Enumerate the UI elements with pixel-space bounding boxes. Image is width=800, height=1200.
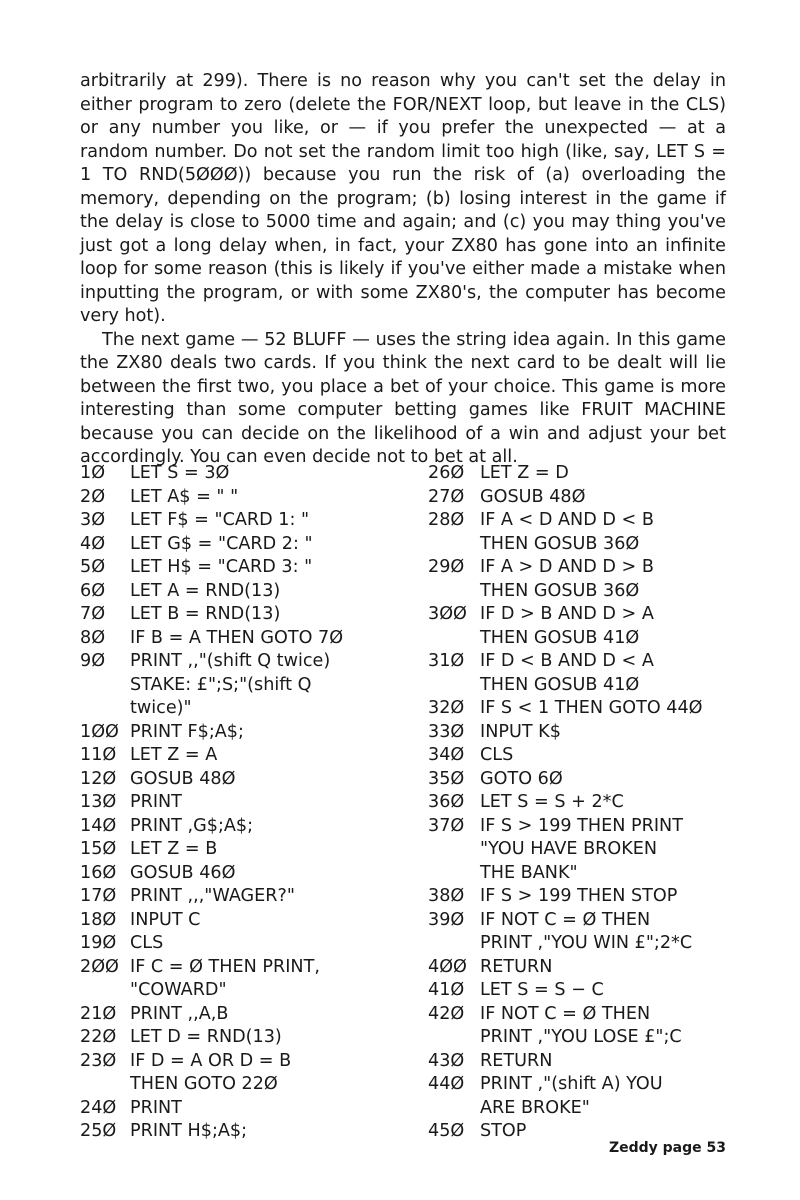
code-line	[80, 1050, 410, 1074]
line-code: PRINT	[130, 1097, 182, 1118]
code-line	[428, 815, 728, 839]
code-line	[428, 862, 728, 886]
line-code: PRINT ,,A,B	[130, 1003, 229, 1024]
line-number: 36Ø	[428, 792, 465, 812]
line-code: IF NOT C = Ø THEN	[480, 1003, 651, 1024]
line-code: IF A > D AND D > B	[480, 557, 654, 577]
line-number: 3Ø	[80, 510, 106, 530]
line-number: 1Ø	[80, 463, 106, 483]
line-number	[80, 979, 130, 1003]
line-number: 25Ø	[80, 1121, 117, 1141]
line-number: 19Ø	[80, 933, 117, 953]
code-line	[80, 1097, 410, 1121]
line-number: 16Ø	[80, 862, 117, 883]
code-line	[80, 650, 410, 674]
code-line	[428, 744, 728, 768]
line-code: INPUT C	[130, 909, 201, 930]
code-line	[80, 744, 410, 768]
line-code: GOSUB 48Ø	[480, 486, 586, 507]
code-line	[80, 862, 410, 886]
code-line	[80, 768, 410, 792]
code-line	[428, 721, 728, 745]
line-number: 7Ø	[80, 604, 106, 624]
line-number	[428, 838, 480, 862]
line-code: RETURN	[480, 1050, 553, 1071]
line-number: 2Ø	[80, 486, 106, 507]
line-code: IF A < D AND D < B	[480, 510, 654, 530]
line-number: 45Ø	[428, 1121, 465, 1141]
line-number	[428, 932, 480, 956]
line-code: "COWARD"	[130, 980, 227, 1000]
code-line	[428, 533, 728, 557]
line-number	[428, 627, 480, 651]
code-line	[80, 838, 410, 862]
line-number: 9Ø	[80, 651, 106, 671]
line-code: LET F$ = "CARD 1: "	[130, 510, 310, 530]
line-code: STOP	[480, 1121, 527, 1141]
code-line	[428, 486, 728, 510]
line-code: IF S > 199 THEN PRINT	[480, 815, 683, 836]
line-code: PRINT ,,,"WAGER?"	[130, 886, 295, 906]
line-code: LET H$ = "CARD 3: "	[130, 557, 313, 577]
code-line	[80, 815, 410, 839]
line-number: 33Ø	[428, 721, 465, 742]
line-code: IF C = Ø THEN PRINT,	[130, 956, 320, 977]
code-line	[80, 580, 410, 604]
code-line	[80, 1120, 410, 1144]
line-code: CLS	[130, 933, 164, 953]
code-line	[80, 885, 410, 909]
code-line	[428, 1097, 728, 1121]
line-code: IF D > B AND D > A	[480, 604, 654, 624]
code-line	[428, 979, 728, 1003]
code-line	[80, 486, 410, 510]
code-line	[80, 556, 410, 580]
code-line	[428, 956, 728, 980]
line-code: IF D = A OR D = B	[130, 1050, 292, 1071]
line-number: 32Ø	[428, 698, 465, 718]
line-code: STAKE: £";S;"(shift Q	[130, 674, 312, 695]
line-number: 1ØØ	[80, 721, 119, 742]
code-line	[428, 1026, 728, 1050]
code-line	[80, 533, 410, 557]
program-listing-left	[80, 462, 410, 1144]
code-line	[428, 697, 728, 721]
code-line	[80, 697, 410, 721]
line-number: 35Ø	[428, 768, 465, 789]
line-code: ARE BROKE"	[480, 1097, 590, 1118]
line-number: 4ØØ	[428, 956, 467, 977]
line-number: 38Ø	[428, 886, 465, 906]
code-line	[428, 674, 728, 698]
line-code: LET Z = B	[130, 839, 218, 859]
code-line	[428, 650, 728, 674]
line-number	[428, 533, 480, 557]
line-code: LET D = RND(13)	[130, 1027, 282, 1047]
code-line	[80, 1003, 410, 1027]
code-line	[428, 1050, 728, 1074]
code-line	[428, 1003, 728, 1027]
line-number: 3ØØ	[428, 604, 467, 624]
line-code: THEN GOSUB 36Ø	[480, 533, 640, 554]
line-code: THEN GOTO 22Ø	[130, 1074, 278, 1094]
line-code: IF S > 199 THEN STOP	[480, 886, 678, 906]
line-code: GOSUB 48Ø	[130, 768, 236, 789]
line-code: LET S = S − C	[480, 980, 604, 1000]
line-number: 41Ø	[428, 980, 465, 1000]
line-number: 14Ø	[80, 815, 117, 836]
code-line	[80, 627, 410, 651]
code-line	[428, 768, 728, 792]
code-line	[80, 909, 410, 933]
code-line	[428, 885, 728, 909]
code-line	[80, 509, 410, 533]
code-line	[428, 627, 728, 651]
line-code: PRINT F$;A$;	[130, 721, 244, 742]
line-number: 22Ø	[80, 1027, 117, 1047]
line-number	[428, 580, 480, 604]
line-number: 8Ø	[80, 627, 106, 648]
line-code: PRINT ,"(shift A) YOU	[480, 1074, 663, 1094]
line-code: IF D < B AND D < A	[480, 651, 654, 671]
code-line	[428, 603, 728, 627]
line-number: 4Ø	[80, 533, 106, 554]
paragraph-1: arbitrarily at 299). There is no reason why you can't set the delay in either program to zero (delete the FOR/NEXT loop, but leave in the CLS) or any number you like, or — if you prefer the unexpected — at a random number. Do not set the random limit too high (like, say, LET S = 1 TO RND(5ØØØ)) because you run the risk of (a) overloading the memory, depending on the program; (b) losing interest in the game if the delay is close to 5000 time and again; and (c) you may thing you've just got a long delay when, in fact, your ZX80 has gone into an infinite loop for some reason (this is likely if you've either made a mistake when inputting the program, or with some ZX80's, the computer has become very hot).	[80, 71, 726, 326]
line-number	[80, 697, 130, 721]
line-number: 44Ø	[428, 1074, 465, 1094]
line-number: 43Ø	[428, 1050, 465, 1071]
line-number: 11Ø	[80, 745, 117, 765]
line-number: 26Ø	[428, 463, 465, 483]
line-code: THEN GOSUB 41Ø	[480, 627, 640, 648]
line-code: LET Z = A	[130, 745, 218, 765]
paragraph-2: The next game — 52 BLUFF — uses the string idea again. In this game the ZX80 deals two cards. If you think the next card to be dealt will lie between the first two, you place a bet of your choice. This game is more interesting than some computer betting games like FRUIT MACHINE because you can decide on the likelihood of a win and adjust your bet accordingly. You can even decide not to bet at all.	[80, 329, 726, 467]
code-line	[428, 791, 728, 815]
code-line	[428, 462, 728, 486]
page-footer: Zeddy page 53	[608, 1140, 726, 1156]
line-number: 34Ø	[428, 745, 465, 765]
line-number: 15Ø	[80, 839, 117, 859]
line-code: LET A = RND(13)	[130, 580, 281, 601]
code-line	[80, 462, 410, 486]
code-line	[80, 674, 410, 698]
line-number: 23Ø	[80, 1050, 117, 1071]
line-number	[80, 674, 130, 698]
line-code: LET S = 3Ø	[130, 463, 230, 483]
line-code: CLS	[480, 745, 514, 765]
line-number: 18Ø	[80, 909, 117, 930]
program-listing-right	[428, 462, 728, 1144]
line-code: LET G$ = "CARD 2: "	[130, 533, 313, 554]
line-number	[428, 1026, 480, 1050]
line-number: 13Ø	[80, 792, 117, 812]
line-number: 39Ø	[428, 909, 465, 930]
line-code: PRINT ,"YOU LOSE £";C	[480, 1027, 682, 1047]
line-code: twice)"	[130, 698, 192, 718]
line-number: 21Ø	[80, 1003, 117, 1024]
code-line	[80, 1026, 410, 1050]
line-code: IF B = A THEN GOTO 7Ø	[130, 627, 344, 648]
line-code: THEN GOSUB 41Ø	[480, 674, 640, 695]
code-line	[428, 580, 728, 604]
line-code: THE BANK"	[480, 862, 578, 883]
line-code: LET S = S + 2*C	[480, 792, 624, 812]
line-number: 2ØØ	[80, 956, 119, 977]
line-number: 24Ø	[80, 1097, 117, 1118]
code-line	[428, 838, 728, 862]
line-code: LET B = RND(13)	[130, 604, 281, 624]
line-number: 37Ø	[428, 815, 465, 836]
line-code: GOTO 6Ø	[480, 768, 563, 789]
line-code: IF NOT C = Ø THEN	[480, 909, 651, 930]
line-code: "YOU HAVE BROKEN	[480, 839, 658, 859]
line-code: INPUT K$	[480, 721, 561, 742]
line-number: 17Ø	[80, 886, 117, 906]
line-number: 6Ø	[80, 580, 106, 601]
line-code: PRINT ,G$;A$;	[130, 815, 254, 836]
code-line	[428, 1073, 728, 1097]
line-code: THEN GOSUB 36Ø	[480, 580, 640, 601]
line-code: IF S < 1 THEN GOTO 44Ø	[480, 698, 703, 718]
line-number	[80, 1073, 130, 1097]
code-line	[80, 721, 410, 745]
code-line	[80, 979, 410, 1003]
code-line	[428, 909, 728, 933]
line-code: PRINT ,,"(shift Q twice)	[130, 651, 331, 671]
code-line	[80, 932, 410, 956]
line-number: 42Ø	[428, 1003, 465, 1024]
line-number: 31Ø	[428, 651, 465, 671]
code-line	[80, 1073, 410, 1097]
line-number: 5Ø	[80, 557, 106, 577]
code-line	[428, 932, 728, 956]
line-number: 12Ø	[80, 768, 117, 789]
body-text	[80, 70, 726, 470]
line-code: PRINT ,"YOU WIN £";2*C	[480, 933, 693, 953]
line-number: 27Ø	[428, 486, 465, 507]
line-number	[428, 1097, 480, 1121]
code-line	[80, 791, 410, 815]
line-number: 28Ø	[428, 510, 465, 530]
line-code: PRINT	[130, 792, 182, 812]
code-line	[80, 603, 410, 627]
code-line	[428, 509, 728, 533]
line-code: LET A$ = " "	[130, 486, 239, 507]
code-line	[428, 556, 728, 580]
code-line	[80, 956, 410, 980]
line-number	[428, 862, 480, 886]
line-number: 29Ø	[428, 557, 465, 577]
line-code: GOSUB 46Ø	[130, 862, 236, 883]
line-number	[428, 674, 480, 698]
line-code: RETURN	[480, 956, 553, 977]
line-code: PRINT H$;A$;	[130, 1121, 248, 1141]
line-code: LET Z = D	[480, 463, 569, 483]
